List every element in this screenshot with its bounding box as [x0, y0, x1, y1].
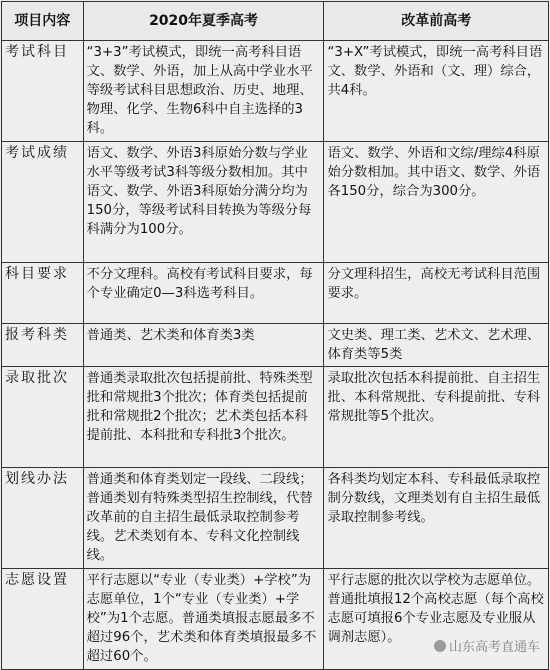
comparison-table — [1, 1, 549, 670]
header-pre-reform-exam: 改革前高考 — [324, 2, 549, 41]
row-old-cell: 文史类、理工类、艺术文、艺术理、体育类等5类 — [324, 324, 549, 367]
row-old-cell: 语文、数学、外语和文综/理综4科原始分数相加。其中语文、数学、外语各150分，综合为300分。 — [324, 142, 549, 263]
row-new-cell: 平行志愿以“专业（专业类）+学校”为志愿单位，1个“专业（专业类）+学校”为1个志愿。普通类填报志愿最多不超过96个，艺术类和体育类填报最多不超过60个。 — [83, 569, 324, 670]
table-row — [2, 367, 549, 468]
row-new-cell: 语文、数学、外语3科原始分数与学业水平等级考试3科等级分数相加。其中语文、数学、外语3科原始分满分均为150分，等级考试科目转换为等级分每科满分为100分。 — [83, 142, 324, 263]
row-old-cell: “3+X”考试模式，即统一高考科目语文、数学、外语和（文、理）综合，共4科。 — [324, 41, 549, 142]
table-row — [2, 142, 549, 263]
row-old-cell: 录取批次包括本科提前批、自主招生批、本科常规批、专科提前批、专科常规批等5个批次。 — [324, 367, 549, 468]
row-item-label: 录取批次 — [2, 367, 84, 468]
row-item-label: 科目要求 — [2, 263, 84, 324]
table-header-row — [2, 2, 549, 41]
row-new-cell: “3+3”考试模式，即统一高考科目语文、数学、外语，加上从高中学业水平等级考试科目思想政治、历史、地理、物理、化学、生物6科中自主选择的3科。 — [83, 41, 324, 142]
table-row — [2, 468, 549, 569]
table-row — [2, 263, 549, 324]
row-new-cell: 不分文理科。高校有考试科目要求，每个专业确定0—3科选考科目。 — [83, 263, 324, 324]
row-old-cell: 各科类均划定本科、专科最低录取控制分数线，文理类划有自主招生最低录取控制参考线。 — [324, 468, 549, 569]
row-old-cell: 平行志愿的批次以学校为志愿单位。普通批填报12个高校志愿（每个高校志愿可填报6个专业志愿及专业服从调剂志愿）。 — [324, 569, 549, 670]
row-item-label: 报考科类 — [2, 324, 84, 367]
header-item-content: 项目内容 — [2, 2, 84, 41]
row-item-label: 划线办法 — [2, 468, 84, 569]
watermark-text: 山东高考直通车 — [448, 640, 540, 655]
table-row — [2, 41, 549, 142]
wechat-logo-icon — [434, 640, 446, 652]
watermark — [430, 635, 544, 656]
header-2020-summer-exam: 2020年夏季高考 — [83, 2, 324, 41]
row-new-cell: 普通类、艺术类和体育类3类 — [83, 324, 324, 367]
row-old-cell: 分文理科招生，高校无考试科目范围要求。 — [324, 263, 549, 324]
row-item-label: 考试成绩 — [2, 142, 84, 263]
row-new-cell: 普通类和体育类划定一段线、二段线；普通类划有特殊类型招生控制线，代替改革前的自主招生最低录取控制参考线。艺术类划有本、专科文化控制线线。 — [83, 468, 324, 569]
table-row — [2, 324, 549, 367]
row-new-cell: 普通类录取批次包括提前批、特殊类型批和常规批3个批次；体育类包括提前批和常规批2个批次；艺术类包括本科提前批、本科批和专科批3个批次。 — [83, 367, 324, 468]
row-item-label: 考试科目 — [2, 41, 84, 142]
row-item-label: 志愿设置 — [2, 569, 84, 670]
